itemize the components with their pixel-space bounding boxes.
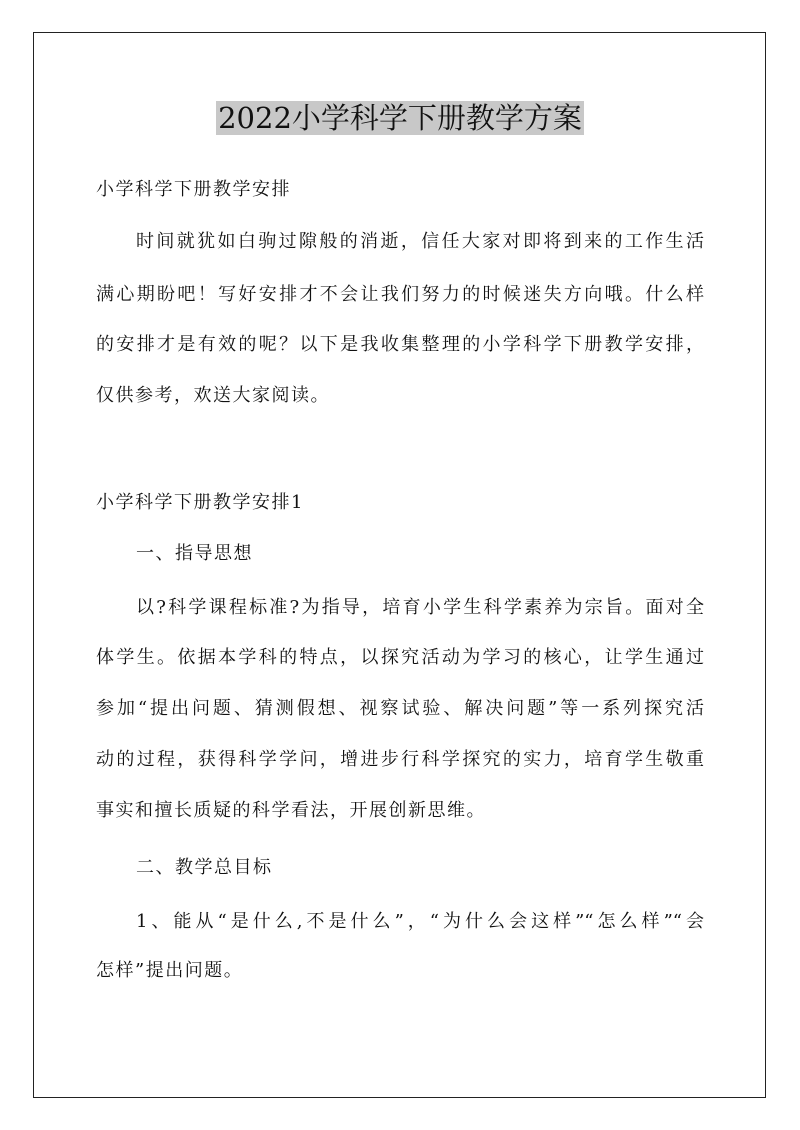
para-1-line-2: 体学生。依据本学科的特点，以探究活动为学习的核心，让学生通过 (96, 647, 704, 668)
intro-line-3: 的安排才是有效的呢？以下是我收集整理的小学科学下册教学安排， (96, 334, 704, 355)
para-1-line-3: 参加“提出问题、猜测假想、视察试验、解决问题”等一系列探究活 (96, 698, 704, 719)
heading-teaching-goals: 二、教学总目标 (136, 857, 273, 878)
section-title: 小学科学下册教学安排1 (96, 492, 304, 513)
para-1-line-5: 事实和擅长质疑的科学看法，开展创新思维。 (96, 800, 486, 821)
intro-line-4: 仅供参考，欢送大家阅读。 (96, 385, 330, 406)
document-title-text: 2022小学科学下册教学方案 (218, 101, 582, 135)
para-2-line-1: 1、能从“是什么,不是什么”，“为什么会这样”“怎么样”“会 (136, 911, 704, 932)
para-1-line-4: 动的过程，获得科学学问，增进步行科学探究的实力，培育学生敬重 (96, 749, 704, 770)
intro-line-1: 时间就犹如白驹过隙般的消逝，信任大家对即将到来的工作生活 (136, 231, 704, 252)
para-2-line-2: 怎样”提出问题。 (96, 960, 244, 981)
intro-line-2: 满心期盼吧！写好安排才不会让我们努力的时候迷失方向哦。什么样 (96, 284, 704, 305)
plan-subtitle: 小学科学下册教学安排 (96, 179, 291, 200)
heading-guiding-thought: 一、指导思想 (136, 543, 253, 564)
document-title (0, 98, 800, 138)
para-1-line-1: 以?科学课程标准?为指导，培育小学生科学素养为宗旨。面对全 (136, 597, 704, 618)
